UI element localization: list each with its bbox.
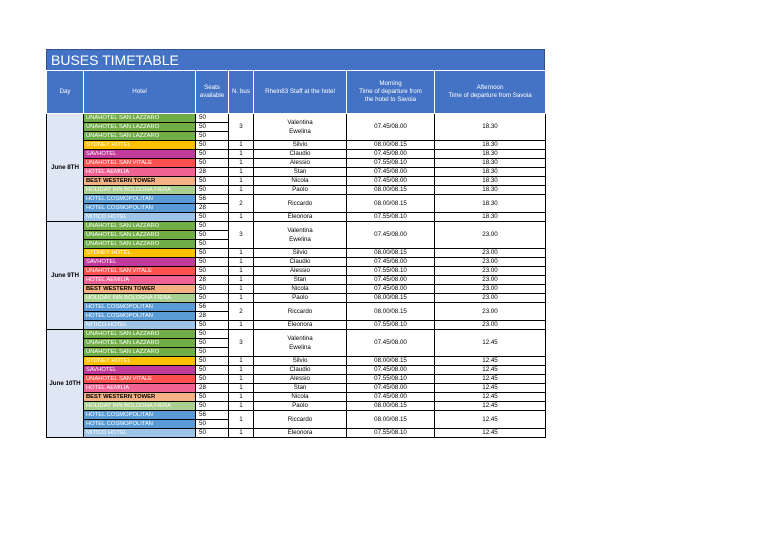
morning-time-cell: 07.45/08.00 [347,285,435,294]
table-row [47,384,546,393]
morning-time-cell: 07.55/08.10 [347,213,435,222]
seats-cell: 50 [196,186,229,195]
hotel-cell: SYDNEY HOTEL [84,141,196,150]
staff-name: Claudio [289,258,311,265]
bus-count-cell: 2 [229,303,254,321]
staff-cell [254,276,347,285]
seats-cell: 50 [196,285,229,294]
morning-time-cell: 07.45/08.00 [347,384,435,393]
bus-count-cell: 2 [229,195,254,213]
hotel-cell: UNAHOTEL SAN LAZZARO [84,123,196,132]
staff-cell [254,303,347,321]
table-row [47,159,546,168]
staff-name: Silvio [292,141,308,148]
morning-time-cell: 08.00/08.15 [347,249,435,258]
hotel-cell: HOTEL AEMILIA [84,384,196,393]
staff-name: Stan [293,168,307,175]
seats-cell: 50 [196,213,229,222]
staff-name: Claudio [289,150,311,157]
staff-cell [254,186,347,195]
hotel-cell: UNAHOTEL SAN LAZZARO [84,240,196,249]
afternoon-time-cell: 23.00 [435,276,546,285]
staff-name: Nicola [291,285,309,292]
morning-time-cell: 08.00/08.15 [347,402,435,411]
seats-cell: 50 [196,132,229,141]
staff-cell [254,393,347,402]
morning-time-cell: 07.45/08.00 [347,114,435,141]
staff-name: Stan [293,276,307,283]
staff-name: Ewelina [289,128,311,135]
seats-cell: 50 [196,357,229,366]
seats-cell: 50 [196,141,229,150]
hotel-cell: HOTEL AEMILIA [84,276,196,285]
morning-time-cell: 08.00/08.15 [347,294,435,303]
seats-cell: 50 [196,123,229,132]
staff-cell [254,366,347,375]
hotel-cell: UNAHOTEL SAN LAZZARO [84,114,196,123]
header-staff: Rhein83 Staff at the hotel [254,71,347,114]
bus-count-cell: 1 [229,384,254,393]
afternoon-time-cell: 23.00 [435,249,546,258]
timetable-sheet [46,49,545,438]
header-afternoon [435,71,546,114]
morning-time-cell: 07.45/08.00 [347,258,435,267]
afternoon-time-cell: 23.00 [435,267,546,276]
hotel-cell: MITICO HOTEL [84,213,196,222]
bus-count-cell: 3 [229,330,254,357]
staff-name: Paolo [292,186,308,193]
bus-count-cell: 1 [229,141,254,150]
seats-cell: 50 [196,177,229,186]
bus-count-cell: 3 [229,222,254,249]
afternoon-time-cell: 18.30 [435,159,546,168]
header-seats-line1: Seats [204,84,220,91]
seats-cell: 50 [196,402,229,411]
table-row [47,366,546,375]
staff-cell [254,168,347,177]
hotel-cell: MITICO HOTEL [84,321,196,330]
afternoon-time-cell: 18.30 [435,141,546,150]
seats-cell: 28 [196,384,229,393]
seats-cell: 50 [196,150,229,159]
seats-cell: 50 [196,375,229,384]
morning-time-cell: 07.55/08.10 [347,429,435,438]
hotel-cell: MITICO HOTEL [84,429,196,438]
header-morning [347,71,435,114]
hotel-cell: UNAHOTEL SAN VITALE [84,267,196,276]
seats-cell: 56 [196,303,229,312]
bus-count-cell: 1 [229,429,254,438]
morning-time-cell: 07.45/08.00 [347,366,435,375]
seats-cell: 50 [196,330,229,339]
staff-cell [254,222,347,249]
seats-cell: 50 [196,222,229,231]
header-afternoon-line2: Time of departure from Savoia [448,92,532,99]
header-morning-line1: Morning [379,80,402,87]
morning-time-cell: 07.55/08.10 [347,375,435,384]
afternoon-time-cell: 23.00 [435,321,546,330]
seats-cell: 50 [196,366,229,375]
staff-name: Silvio [292,357,308,364]
hotel-cell: UNAHOTEL SAN LAZZARO [84,330,196,339]
afternoon-time-cell: 12.45 [435,402,546,411]
table-row [47,249,546,258]
hotel-cell: UNAHOTEL SAN LAZZARO [84,132,196,141]
day-cell: June 9TH [47,222,84,330]
staff-name: Ewelina [289,344,311,351]
header-nbus: N. bus [229,71,254,114]
afternoon-time-cell: 23.00 [435,222,546,249]
staff-name: Eleonora [287,321,313,328]
header-morning-line3: the hotel to Savoia [364,96,417,103]
bus-count-cell: 1 [229,168,254,177]
hotel-cell: HOTEL COSMOPOLITAN [84,411,196,420]
staff-name: Valentina [287,119,313,126]
morning-time-cell: 08.00/08.15 [347,141,435,150]
morning-time-cell: 08.00/08.15 [347,411,435,429]
seats-cell: 50 [196,348,229,357]
hotel-cell: BEST WESTERN TOWER [84,285,196,294]
afternoon-time-cell: 12.45 [435,384,546,393]
staff-name: Riccardo [287,199,313,207]
afternoon-time-cell: 12.45 [435,411,546,429]
hotel-cell: BEST WESTERN TOWER [84,177,196,186]
afternoon-time-cell: 18.30 [435,177,546,186]
table-row [47,303,546,312]
day-cell: June 10TH [47,330,84,438]
bus-count-cell: 1 [229,177,254,186]
bus-count-cell: 1 [229,321,254,330]
header-day: Day [47,71,84,114]
bus-count-cell: 1 [229,411,254,429]
table-row [47,168,546,177]
staff-name: Stan [293,384,307,391]
bus-count-cell: 1 [229,258,254,267]
seats-cell: 50 [196,267,229,276]
hotel-cell: UNAHOTEL SAN LAZZARO [84,348,196,357]
staff-cell [254,285,347,294]
afternoon-time-cell: 12.45 [435,393,546,402]
table-row [47,150,546,159]
bus-count-cell: 1 [229,393,254,402]
table-row [47,213,546,222]
staff-cell [254,141,347,150]
bus-count-cell: 1 [229,366,254,375]
day-cell: June 8TH [47,114,84,222]
hotel-cell: BEST WESTERN TOWER [84,393,196,402]
afternoon-time-cell: 18.30 [435,213,546,222]
table-row [47,429,546,438]
staff-name: Alessio [290,159,310,166]
hotel-cell: UNAHOTEL SAN LAZZARO [84,222,196,231]
staff-cell [254,249,347,258]
hotel-cell: UNAHOTEL SAN VITALE [84,159,196,168]
hotel-cell: HOLIDAY INN BOLOGNA FIERA [84,402,196,411]
table-row [47,402,546,411]
afternoon-time-cell: 23.00 [435,285,546,294]
seats-cell: 50 [196,321,229,330]
table-row [47,375,546,384]
staff-cell [254,159,347,168]
afternoon-time-cell: 23.00 [435,294,546,303]
hotel-cell: SAVHOTEL [84,366,196,375]
bus-count-cell: 3 [229,114,254,141]
timetable-table [46,70,546,438]
morning-time-cell: 07.45/08.00 [347,168,435,177]
afternoon-time-cell: 18.30 [435,186,546,195]
staff-cell [254,402,347,411]
table-row [47,321,546,330]
hotel-cell: HOTEL AEMILIA [84,168,196,177]
header-morning-line2: Time of departure from [359,88,422,95]
staff-cell [254,429,347,438]
seats-cell: 50 [196,231,229,240]
afternoon-time-cell: 18.30 [435,114,546,141]
hotel-cell: HOTEL COSMOPOLITAN [84,204,196,213]
table-row [47,276,546,285]
morning-time-cell: 08.00/08.15 [347,303,435,321]
staff-name: Silvio [292,249,308,256]
seats-cell: 50 [196,249,229,258]
seats-cell: 28 [196,168,229,177]
hotel-cell: SYDNEY HOTEL [84,357,196,366]
timetable-body [47,114,546,438]
staff-name: Valentina [287,335,313,342]
staff-name: Ewelina [289,236,311,243]
hotel-cell: HOTEL COSMOPOLITAN [84,312,196,321]
bus-count-cell: 1 [229,249,254,258]
staff-cell [254,177,347,186]
staff-cell [254,258,347,267]
table-row [47,393,546,402]
bus-count-cell: 1 [229,276,254,285]
table-row [47,195,546,204]
seats-cell: 50 [196,339,229,348]
morning-time-cell: 07.45/08.00 [347,177,435,186]
seats-cell: 50 [196,240,229,249]
seats-cell: 28 [196,276,229,285]
bus-count-cell: 1 [229,186,254,195]
staff-name: Paolo [292,402,308,409]
bus-count-cell: 1 [229,267,254,276]
morning-time-cell: 07.45/08.00 [347,393,435,402]
table-row [47,222,546,231]
staff-cell [254,411,347,429]
morning-time-cell: 08.00/08.15 [347,195,435,213]
afternoon-time-cell: 18.30 [435,195,546,213]
staff-cell [254,294,347,303]
seats-cell: 56 [196,411,229,420]
seats-cell: 50 [196,429,229,438]
seats-cell: 28 [196,312,229,321]
table-row [47,330,546,339]
table-row [47,141,546,150]
staff-name: Alessio [290,375,310,382]
bus-count-cell: 1 [229,294,254,303]
staff-name: Alessio [290,267,310,274]
morning-time-cell: 07.55/08.10 [347,159,435,168]
afternoon-time-cell: 12.45 [435,366,546,375]
header-afternoon-line1: Afternoon [476,84,504,91]
staff-cell [254,213,347,222]
hotel-cell: SAVHOTEL [84,258,196,267]
table-row [47,186,546,195]
staff-name: Eleonora [287,429,313,436]
afternoon-time-cell: 23.00 [435,303,546,321]
afternoon-time-cell: 18.30 [435,150,546,159]
morning-time-cell: 07.45/08.00 [347,330,435,357]
afternoon-time-cell: 18.30 [435,168,546,177]
hotel-cell: SAVHOTEL [84,150,196,159]
table-row [47,267,546,276]
staff-name: Valentina [287,227,313,234]
header-seats-line2: available [199,92,225,99]
morning-time-cell: 08.00/08.15 [347,357,435,366]
afternoon-time-cell: 12.45 [435,375,546,384]
hotel-cell: HOTEL COSMOPOLITAN [84,420,196,429]
staff-name: Claudio [289,366,311,373]
header-seats [196,71,229,114]
morning-time-cell: 07.45/08.00 [347,222,435,249]
bus-count-cell: 1 [229,285,254,294]
staff-cell [254,330,347,357]
staff-name: Eleonora [287,213,313,220]
afternoon-time-cell: 12.45 [435,330,546,357]
hotel-cell: UNAHOTEL SAN VITALE [84,375,196,384]
staff-cell [254,150,347,159]
staff-name: Nicola [291,393,309,400]
hotel-cell: HOTEL COSMOPOLITAN [84,303,196,312]
seats-cell: 50 [196,294,229,303]
seats-cell: 50 [196,258,229,267]
table-row [47,177,546,186]
seats-cell: 50 [196,114,229,123]
staff-cell [254,321,347,330]
staff-cell [254,267,347,276]
hotel-cell: HOTEL COSMOPOLITAN [84,195,196,204]
table-row [47,294,546,303]
bus-count-cell: 1 [229,213,254,222]
seats-cell: 50 [196,420,229,429]
staff-name: Paolo [292,294,308,301]
hotel-cell: HOLIDAY INN BOLOGNA FIERA [84,186,196,195]
header-row [47,71,546,114]
bus-count-cell: 1 [229,375,254,384]
afternoon-time-cell: 12.45 [435,357,546,366]
morning-time-cell: 07.55/08.10 [347,321,435,330]
staff-name: Riccardo [287,415,313,423]
table-row [47,285,546,294]
staff-cell [254,375,347,384]
staff-cell [254,195,347,213]
morning-time-cell: 07.45/08.00 [347,276,435,285]
staff-name: Riccardo [287,307,313,315]
seats-cell: 50 [196,393,229,402]
bus-count-cell: 1 [229,357,254,366]
bus-count-cell: 1 [229,150,254,159]
table-row [47,114,546,123]
staff-name: Nicola [291,177,309,184]
table-row [47,258,546,267]
bus-count-cell: 1 [229,159,254,168]
hotel-cell: UNAHOTEL SAN LAZZARO [84,231,196,240]
morning-time-cell: 07.45/08.00 [347,150,435,159]
morning-time-cell: 07.55/08.10 [347,267,435,276]
morning-time-cell: 08.00/08.15 [347,186,435,195]
staff-cell [254,384,347,393]
hotel-cell: SYDNEY HOTEL [84,249,196,258]
seats-cell: 50 [196,159,229,168]
staff-cell [254,114,347,141]
table-row [47,411,546,420]
hotel-cell: HOLIDAY INN BOLOGNA FIERA [84,294,196,303]
seats-cell: 56 [196,195,229,204]
afternoon-time-cell: 23.00 [435,258,546,267]
sheet-title: BUSES TIMETABLE [46,49,545,70]
afternoon-time-cell: 12.45 [435,429,546,438]
header-hotel: Hotel [84,71,196,114]
seats-cell: 28 [196,204,229,213]
table-row [47,357,546,366]
bus-count-cell: 1 [229,402,254,411]
staff-cell [254,357,347,366]
hotel-cell: UNAHOTEL SAN LAZZARO [84,339,196,348]
